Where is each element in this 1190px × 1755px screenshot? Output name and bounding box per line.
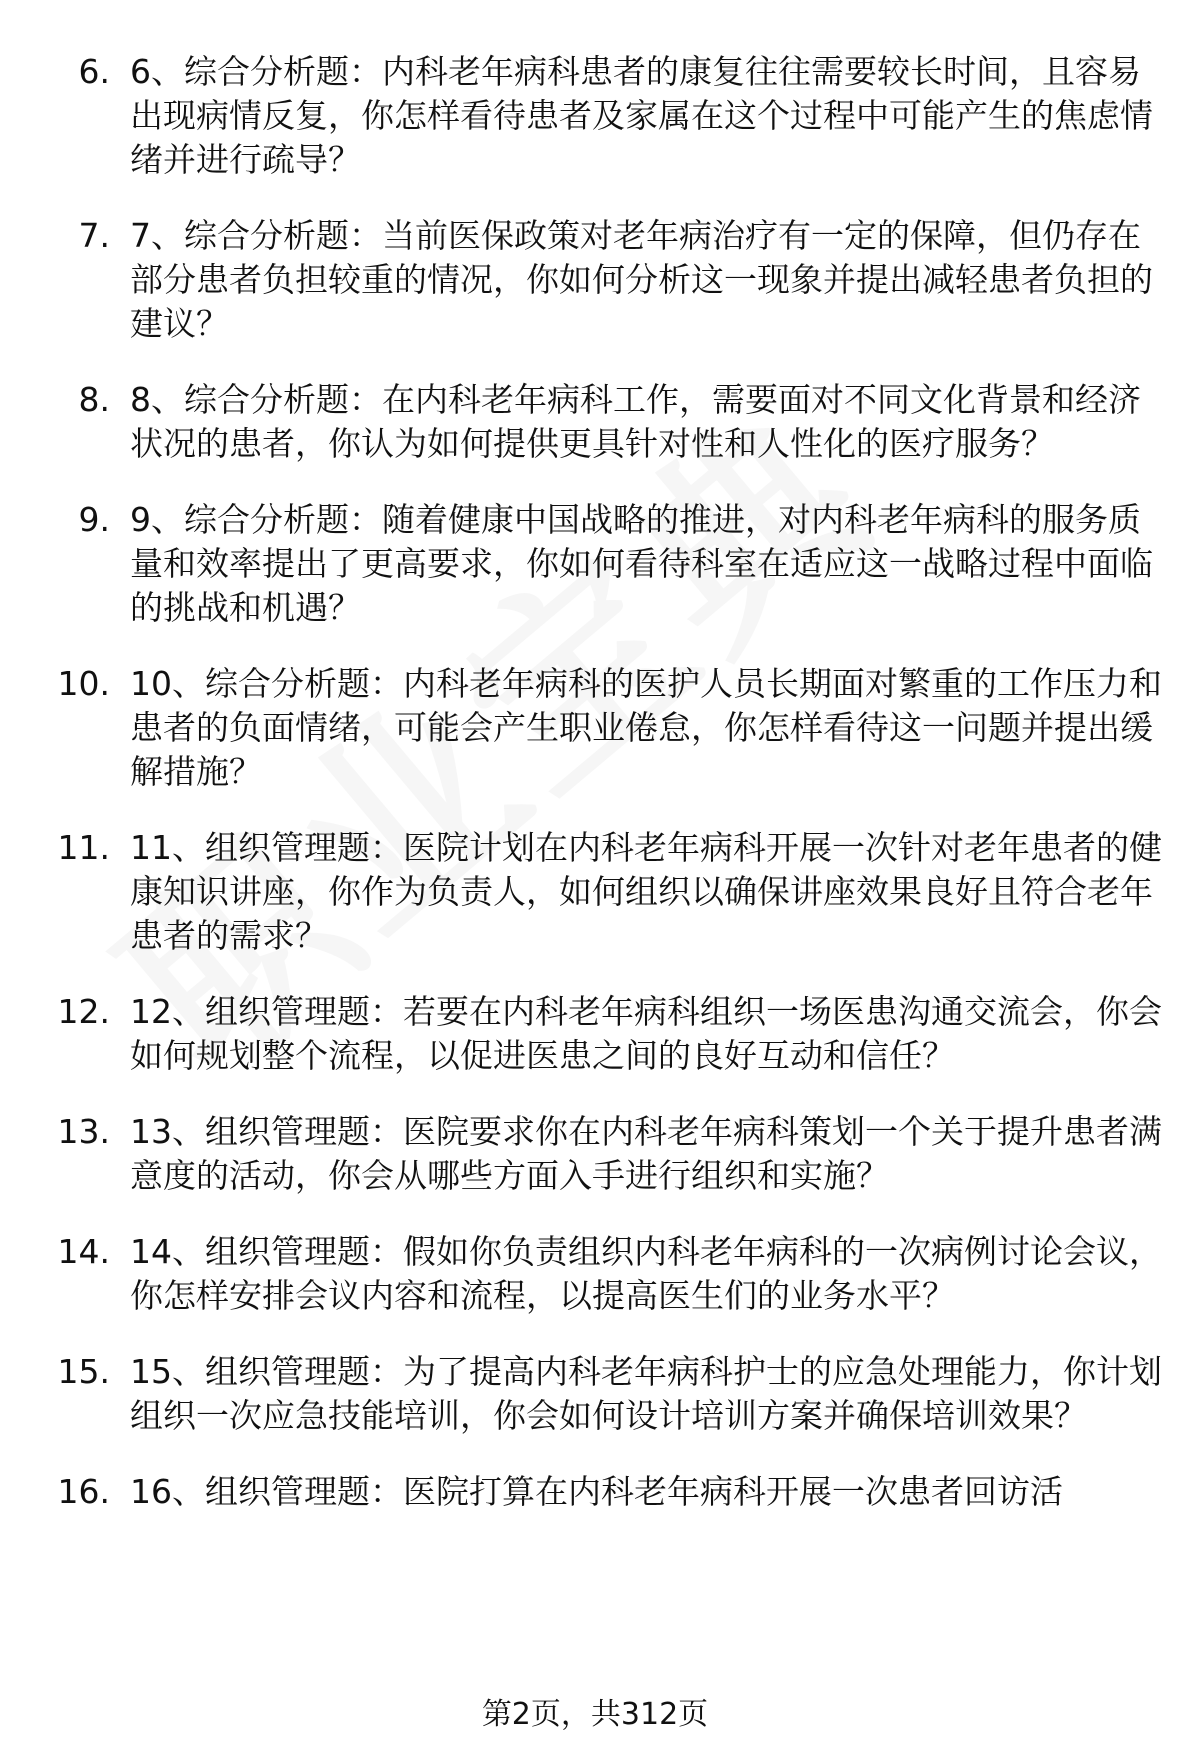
question-item bbox=[0, 1470, 1190, 1514]
question-item bbox=[0, 990, 1190, 1078]
question-text: 9、综合分析题：随着健康中国战略的推进，对内科老年病科的服务质量和效率提出了更高要求，你如何看待科室在适应这一战略过程中面临的挑战和机遇？ bbox=[130, 500, 1153, 627]
question-item bbox=[0, 498, 1190, 630]
question-text: 11、组织管理题：医院计划在内科老年病科开展一次针对老年患者的健康知识讲座，你作为负责人，如何组织以确保讲座效果良好且符合老年患者的需求？ bbox=[130, 828, 1162, 955]
question-item bbox=[0, 378, 1190, 466]
question-item bbox=[0, 1110, 1190, 1198]
question-item bbox=[0, 214, 1190, 346]
question-item bbox=[0, 1350, 1190, 1438]
question-number: 12. bbox=[57, 992, 110, 1031]
question-number: 10. bbox=[57, 664, 110, 703]
question-number: 9. bbox=[78, 500, 110, 539]
question-item bbox=[0, 1230, 1190, 1318]
question-text: 7、综合分析题：当前医保政策对老年病治疗有一定的保障，但仍存在部分患者负担较重的情况，你如何分析这一现象并提出减轻患者负担的建议？ bbox=[130, 216, 1153, 343]
question-number: 15. bbox=[57, 1352, 110, 1391]
question-number: 7. bbox=[78, 216, 110, 255]
question-text: 8、综合分析题：在内科老年病科工作，需要面对不同文化背景和经济状况的患者，你认为如何提供更具针对性和人性化的医疗服务？ bbox=[130, 380, 1141, 463]
question-number: 16. bbox=[57, 1472, 110, 1511]
question-text: 12、组织管理题：若要在内科老年病科组织一场医患沟通交流会，你会如何规划整个流程，以促进医患之间的良好互动和信任？ bbox=[130, 992, 1162, 1075]
question-number: 6. bbox=[78, 52, 110, 91]
question-number: 14. bbox=[57, 1232, 110, 1271]
question-number: 8. bbox=[78, 380, 110, 419]
question-item bbox=[0, 826, 1190, 958]
question-text: 13、组织管理题：医院要求你在内科老年病科策划一个关于提升患者满意度的活动，你会从哪些方面入手进行组织和实施？ bbox=[130, 1112, 1162, 1195]
question-item bbox=[0, 50, 1190, 182]
question-text: 10、综合分析题：内科老年病科的医护人员长期面对繁重的工作压力和患者的负面情绪，可能会产生职业倦怠，你怎样看待这一问题并提出缓解措施？ bbox=[130, 664, 1162, 791]
question-text: 14、组织管理题：假如你负责组织内科老年病科的一次病例讨论会议，你怎样安排会议内容和流程，以提高医生们的业务水平？ bbox=[130, 1232, 1162, 1315]
question-text: 16、组织管理题：医院打算在内科老年病科开展一次患者回访活 bbox=[130, 1472, 1063, 1511]
question-number: 11. bbox=[57, 828, 110, 867]
question-item bbox=[0, 662, 1190, 794]
page-footer: 第2页，共312页 bbox=[481, 1697, 709, 1732]
question-number: 13. bbox=[57, 1112, 110, 1151]
question-text: 6、综合分析题：内科老年病科患者的康复往往需要较长时间，且容易出现病情反复，你怎样看待患者及家属在这个过程中可能产生的焦虑情绪并进行疏导？ bbox=[130, 52, 1153, 179]
question-list bbox=[0, 50, 1190, 1546]
question-text: 15、组织管理题：为了提高内科老年病科护士的应急处理能力，你计划组织一次应急技能培训，你会如何设计培训方案并确保培训效果？ bbox=[130, 1352, 1162, 1435]
